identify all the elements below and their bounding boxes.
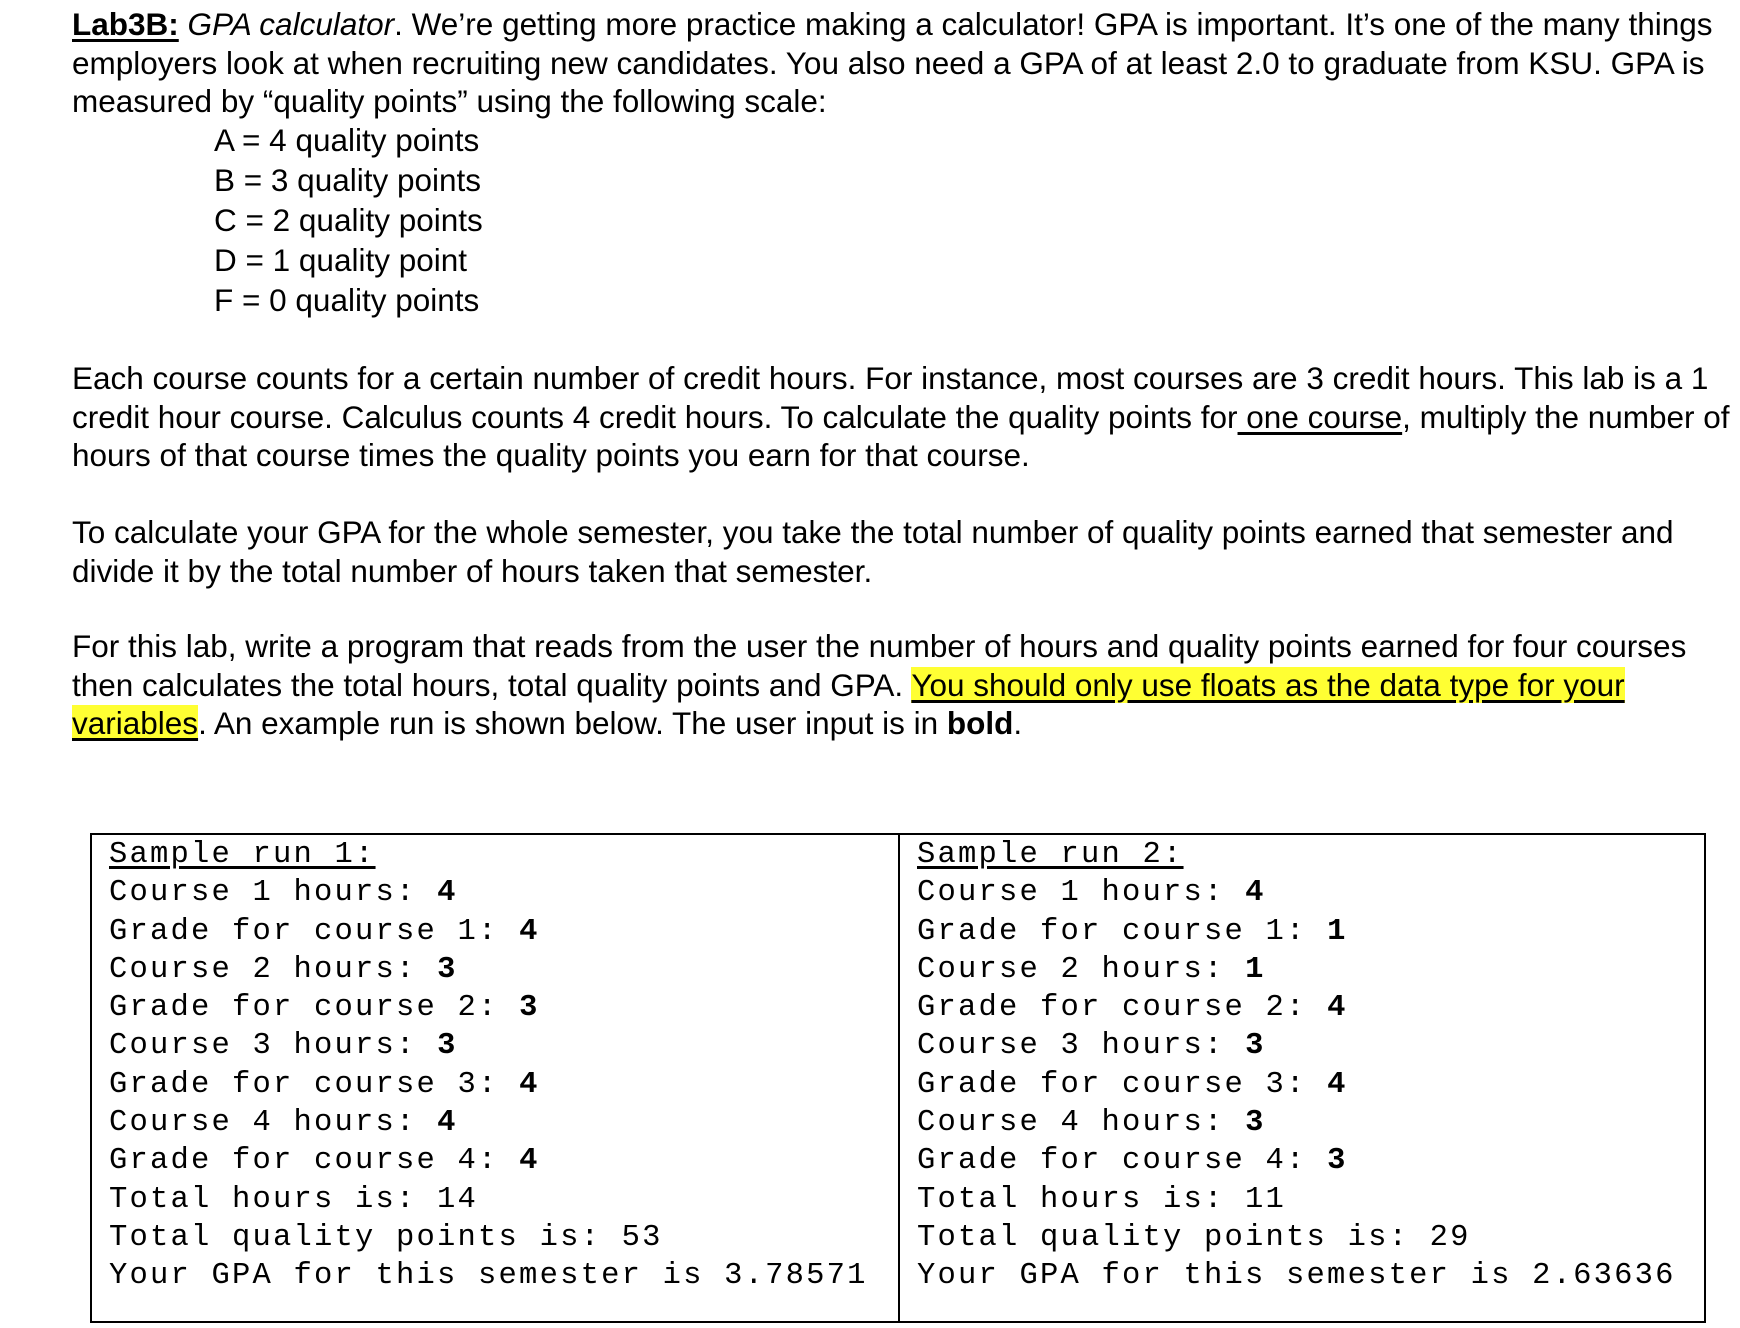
run-line: Course 4 hours: 3 — [917, 1106, 1266, 1141]
run-line: Grade for course 1: 4 — [109, 914, 540, 949]
gpa-method-paragraph: To calculate your GPA for the whole semester, you take the total number of quality points earned that semester and divide it by the total number of hours taken that semester. — [72, 514, 1674, 589]
run-line: Course 3 hours: 3 — [109, 1029, 458, 1064]
scale-item-f: F = 0 quality points — [214, 282, 480, 318]
intro-paragraph — [72, 5, 1732, 121]
gpa-output: Your GPA for this semester is 2.63636 — [917, 1259, 1676, 1294]
credit-hours-paragraph — [72, 359, 1740, 475]
run-line: Course 3 hours: 3 — [917, 1029, 1266, 1064]
run-line: Course 2 hours: 3 — [109, 952, 458, 987]
run-line: Grade for course 1: 1 — [917, 914, 1348, 949]
run-line: Course 4 hours: 4 — [109, 1106, 458, 1141]
run-heading: Sample run 2: — [917, 838, 1184, 872]
floats-highlight: You should only use floats as the data type for your variables — [72, 666, 1625, 741]
total-hours-output: Total hours is: 11 — [917, 1182, 1287, 1217]
one-course-underlined: one course — [1237, 398, 1403, 435]
bold-word: bold — [946, 705, 1014, 741]
para4-text: For this lab, write a program that reads from the user the number of hours and quality points earned for four courses then calculates the total hours, total quality points and GPA. — [72, 628, 1687, 703]
run-line: Course 1 hours: 4 — [917, 876, 1266, 911]
instructions-paragraph — [72, 627, 1740, 743]
total-points-output: Total quality points is: 29 — [917, 1220, 1471, 1255]
run-heading: Sample run 1: — [109, 838, 376, 872]
sample-run-2 — [898, 835, 1704, 1321]
intro-text: . We’re getting more practice making a calculator! GPA is important. It’s one of the many things employers look at when recruiting new candidates. You also need a GPA of at least 2.0 to graduate from KSU. GPA is measured by “quality points” using the following scale: — [72, 6, 1713, 119]
para4-text-mid: . An example run is shown below. The user input is in — [198, 705, 947, 741]
run-line: Course 1 hours: 4 — [109, 876, 458, 911]
run-line: Grade for course 2: 4 — [917, 991, 1348, 1026]
total-hours-output: Total hours is: 14 — [109, 1182, 479, 1217]
gpa-output: Your GPA for this semester is 3.78571 — [109, 1259, 868, 1294]
run-line: Grade for course 3: 4 — [917, 1067, 1348, 1102]
total-points-output: Total quality points is: 53 — [109, 1220, 663, 1255]
para2-text: Each course counts for a certain number of credit hours. For instance, most courses are 3 credit hours. This lab is a 1 credit hour course. Calculus counts 4 credit hours. To calculate the quality points for — [72, 360, 1709, 435]
sample-runs-table — [90, 833, 1706, 1323]
run-line: Grade for course 2: 3 — [109, 991, 540, 1026]
para4-period: . — [1013, 705, 1023, 741]
scale-item-a: A = 4 quality points — [214, 122, 480, 158]
run-line: Grade for course 4: 3 — [917, 1144, 1348, 1179]
lab-id: Lab3B: — [72, 6, 179, 42]
run-line: Course 2 hours: 1 — [917, 952, 1266, 987]
para2-text-end: , multiply the number of hours of that course times the quality points you earn for that course. — [72, 398, 1730, 473]
sample-run-1 — [92, 835, 898, 1321]
grade-scale-list — [214, 120, 483, 320]
scale-item-b: B = 3 quality points — [214, 162, 482, 198]
run-line: Grade for course 3: 4 — [109, 1067, 540, 1102]
scale-item-d: D = 1 quality point — [214, 242, 468, 278]
scale-item-c: C = 2 quality points — [214, 202, 483, 238]
run-line: Grade for course 4: 4 — [109, 1144, 540, 1179]
lab-title: GPA calculator — [187, 6, 395, 42]
